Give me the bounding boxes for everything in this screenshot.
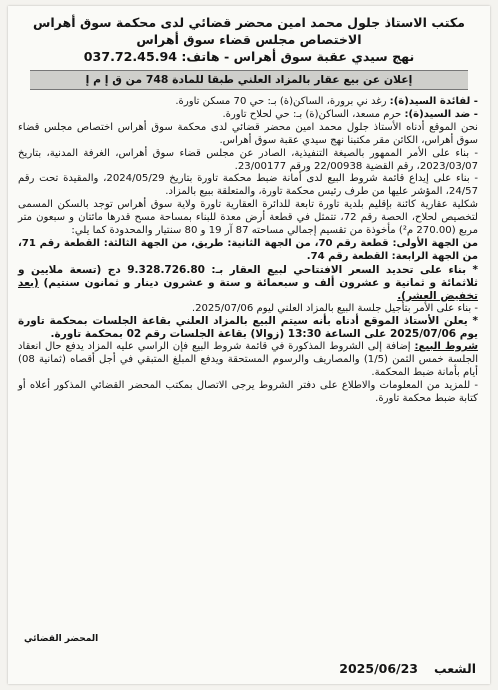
boundaries-text: قطعة رقم 70، من الجهة الثانية: طريق، من الجهة الثالثة: القطعة رقم 71، من الجهة الرابعة: القطعة رقم 74.: [18, 237, 478, 262]
debtor-text: حرم مسعد، الساكن(ة) بـ: حي لحلاح تاورة.: [222, 108, 405, 120]
office-title: مكتب الاستاذ جلول محمد امين محضر قضائي لدى محكمة سوق أهراس: [33, 15, 465, 30]
opening-price-text: * بناء على تحديد السعر الافتتاحي لبيع العقار بـ: 9.328.726.80 دج (تسعة ملايين و ثلاثمائة و ثمانية و عشرون ألف و سبعمائة و ستة و عشرون دينار و ثمانون سنتيم): [18, 263, 479, 289]
publication-date: 2025/06/23: [339, 661, 418, 676]
publication-name: الشعب: [434, 661, 476, 676]
contact-paragraph: - للمزيد من المعلومات والاطلاع على دفتر الشروط يرجى الاتصال بمكتب المحضر القضائي المذكور أعلاه أو كتابة ضبط محكمة تاورة.: [18, 379, 478, 404]
jurisdiction: الاختصاص مجلس قضاء سوق أهراس: [136, 32, 362, 47]
boundaries-paragraph: [18, 238, 478, 264]
bailiff-intro: نحن الموقع أدناه الأستاذ جلول محمد امين محضر قضائي لدى محكمة سوق أهراس اختصاص مجلس قضاء سوق أهراس، الكائن مقر مكتبنا نهج سيدي عقبة سوق أهراس.: [18, 121, 478, 146]
beneficiary-text: رغد ني برورة، الساكن(ة) بـ: حي 70 مسكن تاورة.: [175, 96, 390, 107]
publication-footer: [22, 661, 476, 676]
notice-banner: إعلان عن بيع عقار بالمزاد العلني طبقا للمادة 748 من ق إ م إ: [30, 70, 468, 90]
bailiff-signature: المحضر القضائي: [24, 634, 99, 644]
price-reduction-note: (بعد تخفيض العشر).: [18, 276, 478, 302]
beneficiary-paragraph: [18, 96, 478, 109]
sale-conditions-label: شروط البيع:: [414, 341, 479, 353]
legal-notice-clipping: [8, 6, 490, 684]
property-description: شكلية عقارية كائنة بإقليم بلدية تاورة تابعة للدائرة العقارية تاورة ولاية سوق أهراس توجد بالسكن المسمى لتخصيص لحلاح، الحصة رقم 72، تتمثل في قطعة أرض معدة للبناء بمساحة مسح قدرها مائتان و سبعون متر مربع (270.00 م²) مأخوذة من تقسيم إجمالي مساحته 87 آر 19 و 80 سنتيار والمحدودة كما يلي:: [18, 199, 478, 237]
conditions-deposit-paragraph: - بناء على إيداع قائمة شروط البيع لدى أمانة ضبط محكمة تاورة بتاريخ 2024/05/29، والمقيدة تحت رقم 24/57، المؤشر عليها من طرف رئيس محكمة تاورة، والمتعلقة ببيع بالمزاد.: [18, 173, 478, 198]
postponement-paragraph: - بناء على الأمر بتأجيل جلسة البيع بالمزاد العلني ليوم 2025/07/06.: [191, 302, 478, 314]
office-address: نهج سيدي عقبة سوق أهراس - هاتف: 037.72.45.94: [83, 49, 415, 64]
beneficiary-label: - لفائدة السيد(ة):: [389, 96, 478, 107]
opening-price-paragraph: [18, 264, 478, 303]
notice-body: [8, 90, 490, 406]
auction-date-paragraph: * يعلن الأستاذ الموقع أدناه بأنه سيتم البيع بالمزاد العلني بقاعة الجلسات بمحكمة تاورة يوم 2025/07/06 على الساعة 13:30 (زوالا) بقاعة الجلسات رقم 02 بمحكمة تاورة.: [18, 315, 478, 341]
sale-conditions-paragraph: [18, 341, 478, 380]
boundaries-label: من الجهة الأولى:: [392, 237, 478, 249]
notice-header: [8, 6, 490, 65]
debtor-label: - ضد السيد(ة):: [404, 108, 478, 120]
debtor-paragraph: [18, 109, 478, 122]
court-order-paragraph: - بناء على الأمر الممهور بالصيغة التنفيذية، الصادر عن مجلس قضاء سوق أهراس، الغرفة المدنية، بتاريخ 2023/03/07، رقم القضية 22/00938 ورقم 23/00177.: [18, 147, 478, 172]
sale-conditions-text: إضافة إلى الشروط المذكورة في قائمة شروط البيع فإن الراسي عليه المزاد يدفع حال انعقاد الجلسة خمس الثمن (1/5) والمصاريف والرسوم المستحقة ويدفع المبلغ المتبقي في أجل أقصاه (ثمانية 08) أيام بأمانة ضبط المحكمة.: [18, 341, 478, 379]
